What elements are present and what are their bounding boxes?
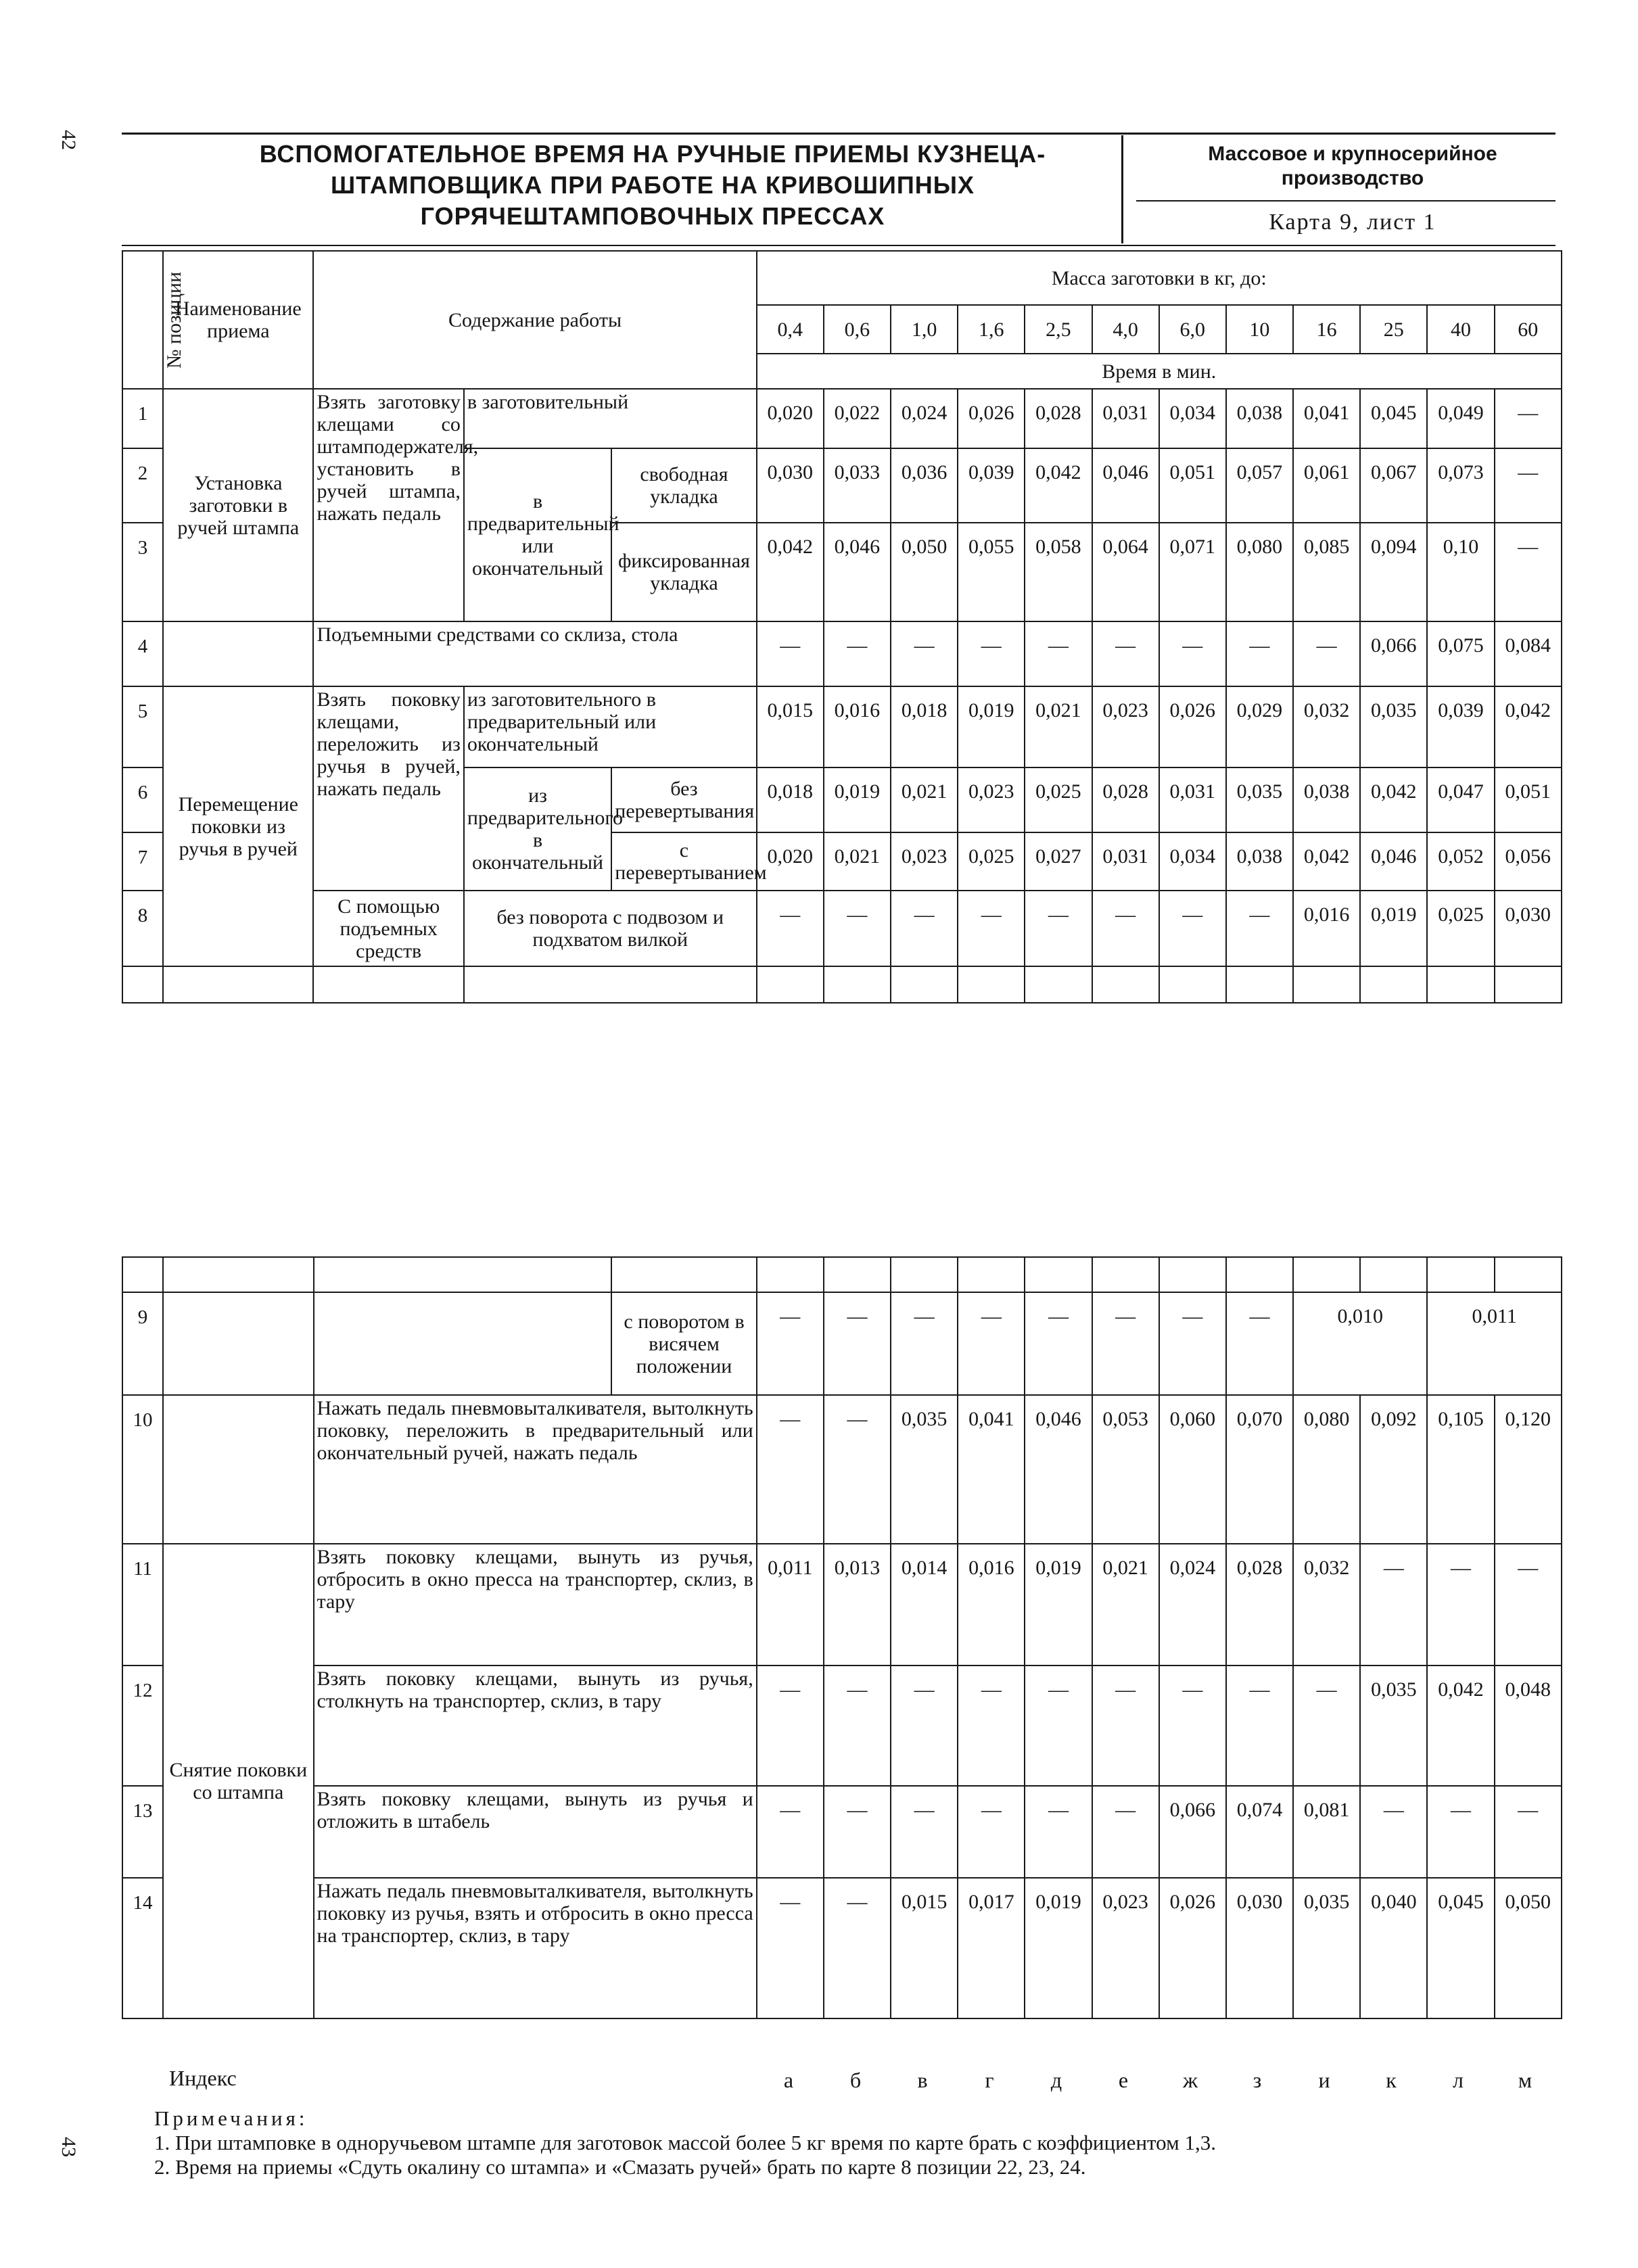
table-row: [122, 389, 1562, 448]
table-row: [122, 1544, 1562, 1665]
time-value: 0,048: [1495, 1665, 1562, 1786]
time-value: 0,049: [1427, 389, 1494, 448]
time-value: 0,041: [958, 1395, 1025, 1544]
time-value: 0,013: [824, 1544, 891, 1665]
time-value: 0,042: [1025, 448, 1092, 523]
time-value: 0,046: [1092, 448, 1159, 523]
group-remove: Снятие поковки со штампа: [163, 1544, 313, 2018]
time-value: —: [1159, 1292, 1226, 1395]
mass-header: Масса заготовки в кг, до:: [757, 251, 1562, 305]
table-row: [122, 1786, 1562, 1878]
time-value: —: [757, 621, 824, 686]
time-value: 0,070: [1226, 1395, 1293, 1544]
time-value: —: [1092, 1786, 1159, 1878]
time-value: 0,058: [1025, 523, 1092, 621]
mass-4: 2,5: [1025, 305, 1092, 354]
index-letter: в: [917, 2068, 928, 2092]
index-letter: к: [1386, 2068, 1397, 2092]
time-value: —: [1159, 891, 1226, 966]
time-value: 0,026: [958, 389, 1025, 448]
time-value: 0,050: [891, 523, 958, 621]
content-r11: Взять поковку клещами, вынуть из ручья, отбросить в окно пресса на транспортер, склиз, в тару: [314, 1544, 757, 1665]
time-value: 0,039: [958, 448, 1025, 523]
time-value: 0,053: [1092, 1395, 1159, 1544]
time-value: 0,016: [958, 1544, 1025, 1665]
index-letter: м: [1518, 2068, 1532, 2092]
time-value: 0,034: [1159, 389, 1226, 448]
index-letter: ж: [1182, 2068, 1198, 2092]
time-value: —: [1092, 621, 1159, 686]
time-value: 0,029: [1226, 686, 1293, 767]
time-value: 0,031: [1092, 389, 1159, 448]
content-fixed-lay: фиксированная укладка: [611, 523, 756, 621]
time-value: 0,081: [1293, 1786, 1360, 1878]
time-value: 0,025: [1427, 891, 1494, 966]
time-value: —: [958, 891, 1025, 966]
time-value: —: [958, 621, 1025, 686]
position-number: 1: [122, 389, 163, 448]
time-value: 0,10: [1427, 523, 1494, 621]
time-value: 0,023: [958, 767, 1025, 832]
time-value: 0,051: [1159, 448, 1226, 523]
index-letter: е: [1118, 2068, 1129, 2092]
time-value: 0,030: [1226, 1878, 1293, 2018]
table-row: [122, 891, 1562, 966]
time-value: 0,027: [1025, 832, 1092, 891]
time-value: —: [891, 1786, 958, 1878]
time-value: —: [891, 1292, 958, 1395]
time-value: 0,020: [757, 389, 824, 448]
position-number: 5: [122, 686, 163, 767]
index-letter: а: [783, 2068, 794, 2092]
position-number: 4: [122, 621, 163, 686]
time-value: 0,016: [824, 686, 891, 767]
time-value: —: [757, 1395, 824, 1544]
position-number: 11: [122, 1544, 163, 1665]
time-value: 0,019: [824, 767, 891, 832]
time-value: 0,030: [757, 448, 824, 523]
time-value: —: [1495, 1786, 1562, 1878]
time-value: 0,018: [757, 767, 824, 832]
mass-1: 0,6: [824, 305, 891, 354]
card-number: Карта 9, лист 1: [1269, 210, 1436, 235]
time-value: 0,060: [1159, 1395, 1226, 1544]
time-value: 0,016: [1293, 891, 1360, 966]
time-value: 0,084: [1495, 621, 1562, 686]
time-table-upper: [122, 250, 1562, 1003]
time-value: —: [824, 1292, 891, 1395]
time-value: 0,019: [1360, 891, 1427, 966]
position-number: 9: [122, 1292, 163, 1395]
time-value: 0,042: [1427, 1665, 1494, 1786]
position-number: 14: [122, 1878, 163, 2018]
index-letter: г: [985, 2068, 994, 2092]
time-value: —: [757, 1786, 824, 1878]
time-value: 0,032: [1293, 686, 1360, 767]
mass-10: 40: [1427, 305, 1494, 354]
note-1: 1. При штамповке в одноручьевом штампе для заготовок массой более 5 кг время по карте брать с коэффициентом 1,3.: [154, 2131, 1216, 2154]
mass-9: 25: [1360, 305, 1427, 354]
mass-0: 0,4: [757, 305, 824, 354]
time-value: —: [1360, 1544, 1427, 1665]
time-value: 0,032: [1293, 1544, 1360, 1665]
table-row: [122, 1395, 1562, 1544]
time-value: 0,047: [1427, 767, 1494, 832]
time-value: 0,024: [891, 389, 958, 448]
time-value: —: [1226, 891, 1293, 966]
time-value: 0,025: [958, 832, 1025, 891]
group-move: Перемещение поковки из ручья в ручей: [163, 686, 313, 966]
time-value: 0,019: [958, 686, 1025, 767]
content-r10: Нажать педаль пневмовыталкивателя, вытолкнуть поковку, переложить в предварительный или окончательный ручей, нажать педаль: [314, 1395, 757, 1544]
time-value: 0,035: [1293, 1878, 1360, 2018]
time-value: 0,031: [1159, 767, 1226, 832]
time-value: 0,075: [1427, 621, 1494, 686]
time-value: 0,046: [1025, 1395, 1092, 1544]
mass-6: 6,0: [1159, 305, 1226, 354]
time-value: —: [757, 891, 824, 966]
time-value: —: [958, 1292, 1025, 1395]
time-value: —: [1495, 448, 1562, 523]
time-value: 0,038: [1226, 389, 1293, 448]
time-value: 0,045: [1427, 1878, 1494, 2018]
time-value: —: [1226, 621, 1293, 686]
time-value: 0,055: [958, 523, 1025, 621]
position-number: 13: [122, 1786, 163, 1878]
position-number: 12: [122, 1665, 163, 1786]
position-number: 7: [122, 832, 163, 891]
time-value: 0,010: [1293, 1292, 1427, 1395]
time-value: 0,023: [1092, 686, 1159, 767]
table-row: [122, 1878, 1562, 2018]
time-value: 0,051: [1495, 767, 1562, 832]
time-value: 0,026: [1159, 686, 1226, 767]
mass-5: 4,0: [1092, 305, 1159, 354]
time-value: —: [1293, 1665, 1360, 1786]
time-value: 0,011: [757, 1544, 824, 1665]
time-value: 0,035: [1360, 1665, 1427, 1786]
time-value: 0,019: [1025, 1544, 1092, 1665]
time-value: —: [1159, 1665, 1226, 1786]
index-letter: л: [1453, 2068, 1464, 2092]
time-value: 0,085: [1293, 523, 1360, 621]
index-letter: б: [849, 2068, 862, 2092]
time-value: —: [824, 891, 891, 966]
time-value: —: [1092, 1292, 1159, 1395]
time-value: 0,035: [891, 1395, 958, 1544]
position-number: 8: [122, 891, 163, 966]
time-value: 0,105: [1427, 1395, 1494, 1544]
group-install-cont: [163, 621, 313, 686]
time-value: —: [1025, 891, 1092, 966]
time-value: —: [1025, 1292, 1092, 1395]
time-value: —: [824, 621, 891, 686]
time-value: —: [1092, 1665, 1159, 1786]
time-value: 0,094: [1360, 523, 1427, 621]
col-content-header: Содержание работы: [313, 251, 756, 389]
time-value: —: [1159, 621, 1226, 686]
time-value: 0,034: [1159, 832, 1226, 891]
time-value: 0,021: [891, 767, 958, 832]
time-value: 0,028: [1092, 767, 1159, 832]
mass-11: 60: [1495, 305, 1562, 354]
content-with-turn: с поворотом в висячем положении: [611, 1292, 756, 1395]
time-value: 0,056: [1495, 832, 1562, 891]
time-value: —: [1025, 621, 1092, 686]
time-value: 0,038: [1293, 767, 1360, 832]
content-r12: Взять поковку клещами, вынуть из ручья, столкнуть на транспортер, склиз, в тару: [314, 1665, 757, 1786]
table-row: [122, 1665, 1562, 1786]
group-move-cont: [163, 1292, 313, 1395]
time-header: Время в мин.: [757, 354, 1562, 389]
time-value: 0,074: [1226, 1786, 1293, 1878]
content-from-prelim-to: из предварительного в окончательный: [464, 767, 611, 891]
time-value: 0,066: [1360, 621, 1427, 686]
content-take-billet: Взять заготовку клещами со штамподержателя, установить в ручей штампа, нажать педаль: [313, 389, 463, 621]
time-value: —: [824, 1665, 891, 1786]
group-install: Установка заготовки в ручей штампа: [163, 389, 313, 621]
time-value: —: [891, 621, 958, 686]
time-value: 0,080: [1293, 1395, 1360, 1544]
time-value: —: [1427, 1786, 1494, 1878]
mass-2: 1,0: [891, 305, 958, 354]
content-with-lifting-cont: [314, 1292, 612, 1395]
time-value: 0,080: [1226, 523, 1293, 621]
content-r13: Взять поковку клещами, вынуть из ручья и отложить в штабель: [314, 1786, 757, 1878]
note-2: 2. Время на приемы «Сдуть окалину со штампа» и «Смазать ручей» брать по карте 8 позиции 22, 23, 24.: [154, 2155, 1086, 2179]
time-value: —: [1427, 1544, 1494, 1665]
position-number: 3: [122, 523, 163, 621]
time-value: 0,019: [1025, 1878, 1092, 2018]
time-value: —: [1495, 389, 1562, 448]
time-value: 0,021: [824, 832, 891, 891]
time-value: 0,064: [1092, 523, 1159, 621]
time-value: 0,023: [1092, 1878, 1159, 2018]
index-label: Индекс: [169, 2066, 237, 2090]
time-value: 0,033: [824, 448, 891, 523]
time-value: —: [1092, 891, 1159, 966]
index-letter: з: [1253, 2068, 1262, 2092]
time-value: —: [1293, 621, 1360, 686]
mass-8: 16: [1293, 305, 1360, 354]
time-value: 0,015: [757, 686, 824, 767]
time-value: 0,067: [1360, 448, 1427, 523]
time-value: 0,025: [1025, 767, 1092, 832]
notes-title: Примечания:: [154, 2106, 308, 2130]
time-value: —: [824, 1878, 891, 2018]
index-letter: д: [1050, 2068, 1062, 2092]
time-value: 0,061: [1293, 448, 1360, 523]
time-value: 0,028: [1025, 389, 1092, 448]
time-value: 0,014: [891, 1544, 958, 1665]
position-number: 2: [122, 448, 163, 523]
position-number: 10: [122, 1395, 163, 1544]
page-number-bottom: 43: [57, 2137, 80, 2157]
time-value: 0,092: [1360, 1395, 1427, 1544]
time-value: 0,011: [1427, 1292, 1562, 1395]
page-title: ВСПОМОГАТЕЛЬНОЕ ВРЕМЯ НА РУЧНЫЕ ПРИЕМЫ КУЗНЕЦА-ШТАМПОВЩИКА ПРИ РАБОТЕ НА КРИВОШИПНЫХ ГОРЯЧЕШТАМПОВОЧНЫХ ПРЕССАХ: [259, 140, 1046, 230]
time-value: —: [757, 1878, 824, 2018]
time-value: —: [824, 1786, 891, 1878]
time-value: 0,036: [891, 448, 958, 523]
time-value: 0,066: [1159, 1786, 1226, 1878]
time-value: 0,057: [1226, 448, 1293, 523]
content-from-blank-to: из заготовительного в предварительный или окончательный: [464, 686, 757, 767]
time-value: 0,024: [1159, 1544, 1226, 1665]
content-r14: Нажать педаль пневмовыталкивателя, вытолкнуть поковку из ручья, взять и отбросить в окно пресса на транспортер, склиз, в тару: [314, 1878, 757, 2018]
table-row: [122, 686, 1562, 767]
time-value: —: [1495, 523, 1562, 621]
group-move-end: [163, 1395, 313, 1544]
time-value: 0,041: [1293, 389, 1360, 448]
time-value: 0,073: [1427, 448, 1494, 523]
time-value: 0,015: [891, 1878, 958, 2018]
time-value: 0,022: [824, 389, 891, 448]
time-value: 0,040: [1360, 1878, 1427, 2018]
page-number-top: 42: [57, 130, 80, 150]
time-value: —: [757, 1665, 824, 1786]
time-value: —: [757, 1292, 824, 1395]
content-with-flip: с перевертыванием: [611, 832, 756, 891]
mass-3: 1,6: [958, 305, 1025, 354]
col-position-header: № позиции: [122, 251, 163, 389]
time-value: —: [1226, 1665, 1293, 1786]
time-value: 0,035: [1360, 686, 1427, 767]
time-value: 0,042: [1360, 767, 1427, 832]
content-no-turn: без поворота с подвозом и подхватом вилкой: [464, 891, 757, 966]
time-table-lower: [122, 1256, 1562, 2019]
time-value: 0,026: [1159, 1878, 1226, 2018]
notes: [154, 2106, 1216, 2179]
time-value: 0,023: [891, 832, 958, 891]
index-letter: и: [1318, 2068, 1330, 2092]
content-prelim-final: в предварительный или окончательный: [464, 448, 611, 621]
content-with-lifting: С помощью подъемных средств: [313, 891, 463, 966]
table-row: [122, 1292, 1562, 1395]
time-value: 0,046: [1360, 832, 1427, 891]
time-value: 0,035: [1226, 767, 1293, 832]
content-no-flip: без перевертывания: [611, 767, 756, 832]
content-lift-from-slide: Подъемными средствами со склиза, стола: [313, 621, 756, 686]
time-value: 0,042: [757, 523, 824, 621]
time-value: 0,030: [1495, 891, 1562, 966]
time-value: 0,046: [824, 523, 891, 621]
time-value: —: [1025, 1786, 1092, 1878]
time-value: 0,021: [1092, 1544, 1159, 1665]
time-value: 0,071: [1159, 523, 1226, 621]
mass-7: 10: [1226, 305, 1293, 354]
time-value: 0,038: [1226, 832, 1293, 891]
time-value: —: [1360, 1786, 1427, 1878]
time-value: —: [958, 1786, 1025, 1878]
time-value: —: [1025, 1665, 1092, 1786]
time-value: —: [891, 891, 958, 966]
time-value: 0,050: [1495, 1878, 1562, 2018]
table-row: [122, 621, 1562, 686]
time-value: 0,031: [1092, 832, 1159, 891]
content-free-lay: свободная укладка: [611, 448, 756, 523]
time-value: —: [891, 1665, 958, 1786]
time-value: 0,045: [1360, 389, 1427, 448]
time-value: 0,018: [891, 686, 958, 767]
time-value: 0,042: [1293, 832, 1360, 891]
content-to-blanking: в заготовительный: [464, 389, 757, 448]
time-value: 0,052: [1427, 832, 1494, 891]
time-value: —: [958, 1665, 1025, 1786]
time-value: 0,020: [757, 832, 824, 891]
time-value: 0,021: [1025, 686, 1092, 767]
position-number: 6: [122, 767, 163, 832]
time-value: 0,120: [1495, 1395, 1562, 1544]
time-value: 0,017: [958, 1878, 1025, 2018]
time-value: —: [824, 1395, 891, 1544]
content-take-forging: Взять поковку клещами, переложить из ручья в ручей, нажать педаль: [313, 686, 463, 891]
time-value: 0,028: [1226, 1544, 1293, 1665]
time-value: —: [1226, 1292, 1293, 1395]
col-name-header: Наименование приема: [163, 251, 313, 389]
time-value: 0,039: [1427, 686, 1494, 767]
time-value: 0,042: [1495, 686, 1562, 767]
production-type: Массовое и крупносерийное производство: [1208, 143, 1497, 189]
time-value: —: [1495, 1544, 1562, 1665]
